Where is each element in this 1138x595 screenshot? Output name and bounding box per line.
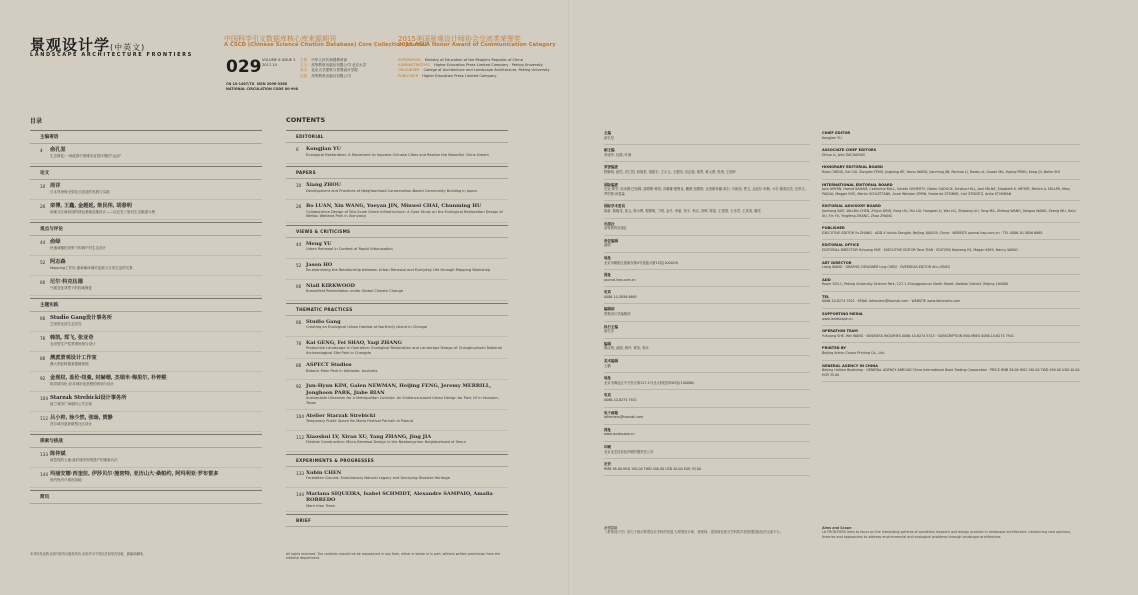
- page-number: 60: [40, 280, 46, 285]
- staff-block: [604, 339, 810, 356]
- page-number: 144: [40, 472, 48, 477]
- article-author: 韩凯, 郑飞, 张亚奇: [50, 335, 94, 341]
- staff-heading: EDITORIAL ADVISORY BOARD: [822, 204, 881, 209]
- toc-entry: [30, 468, 262, 488]
- staff-block: [604, 442, 810, 459]
- admin-role: SUPERVISOR: [398, 58, 421, 62]
- staff-names: Beijing Haitian Bookshop · GENERAL AGENCY ABROAD China International Book Trading Corporation · PRICE RMB 58.00 HKD 190.00 TWD 490.00 USD 40.00 EUR 35.00: [822, 368, 1080, 377]
- toc-entry: [286, 380, 508, 409]
- page-number: 6: [296, 147, 299, 152]
- toc-entry: [286, 259, 508, 280]
- toc-entry: [286, 280, 508, 301]
- admin-role: 承办: [300, 68, 308, 73]
- staff-names: 高等教育出版社: [604, 226, 628, 231]
- toc-entry: [30, 332, 262, 352]
- staff-block: [604, 253, 810, 270]
- article-title: Creating an Ecological Urban Habitat at Northerly Island in Chicago: [306, 325, 428, 330]
- article-title: Collaborative Design of Site-Scale Green Infrastructure: A Case Study on the Ecological Restoration Design of Weitou Wetland Park in Xianyang: [306, 209, 503, 219]
- aims-en-text: LA FRONTIERS aims to focus on the interesting spheres of academic research and design practice in landscape architecture, introducing new opinions, theories and approaches to address environmental and ecological problems through landscape architecture.: [822, 530, 1072, 539]
- toc-section-title: THEMATIC PRACTICES: [286, 303, 508, 316]
- toc-section-title: 观点与评论: [30, 222, 262, 236]
- article-title: Mapping工作坊:重新解读城市更新与日常生活的关系: [50, 265, 133, 270]
- toc-entry: [286, 359, 508, 380]
- article-author: Meng YU: [306, 240, 332, 247]
- article-title: 防洪城市化:应对城市化进程的规划与设计: [50, 381, 115, 386]
- staff-heading: CHIEF EDITOR: [822, 131, 851, 135]
- aims-en: [822, 526, 1080, 539]
- article-author: Bo LUAN, Xin WANG, Yueyan JIN, Minwei CHAI, Chunming HU: [306, 203, 482, 209]
- article-author: Starzak Strebicki设计事务所: [50, 395, 127, 401]
- article-author: Atelier Starzak Strebicki: [306, 412, 376, 419]
- volume-info: [262, 58, 296, 68]
- staff-names: Rubo CHENG, Kai CUI, Zongren FENG, Jingtang HE, Yousu WANG, Jianming JIN, Renhua LI, Dadou LI, Guoan MA, Yuping PENG, Kang QI, Naihe SHI: [822, 169, 1060, 174]
- article-author: 周详: [50, 183, 61, 189]
- admin-row: [398, 74, 558, 79]
- staff-block: [604, 180, 810, 202]
- aims-cn-text: 《景观设计学》致力于推动景观设计学科的发展,为景观设计师、规划师、建筑师及相关学科的学者搭建国际化的交流平台。: [604, 530, 784, 535]
- article-title: Urban Renewal in Context of Rapid Urbanization: [306, 247, 393, 252]
- national-code: NATIONAL CIRCULATION CODE 80-998: [226, 87, 298, 91]
- toc-entry: [286, 200, 508, 223]
- admin-role: 主管: [300, 58, 308, 62]
- staff-names: 景观设计学编辑部: [604, 312, 631, 317]
- toc-entry: [286, 337, 508, 360]
- article-author: Niall KIRKWOOD: [306, 282, 355, 289]
- admin-role: ADMINISTRATORS: [398, 63, 430, 68]
- page-number: 144: [296, 491, 304, 497]
- article-title: Productive Landscape in Operation: Ecological Restoration and Landscape Design of Changbuzhuan National Archaeological Site Park in Changde: [306, 346, 502, 355]
- article-title: 生态修复:一场改善中国城市宜居环境的“运动”: [50, 153, 122, 158]
- page-number: 44: [40, 240, 46, 245]
- staff-block: [822, 292, 1080, 309]
- admin-value: Higher Education Press Limited Company: [422, 73, 497, 78]
- toc-entry: [30, 144, 262, 164]
- staff-heading: ASSOCIATE CHIEF EDITORS: [822, 148, 877, 153]
- staff-heading: 地址: [604, 376, 611, 381]
- toc-entry: [30, 392, 262, 412]
- staff-heading: ADD: [822, 277, 831, 282]
- toc-entry: [30, 372, 262, 392]
- staff-heading: 执行主编: [604, 324, 618, 329]
- article-author: Mariana SIQUEIRA, Isabel SCHMIDT, Alexandre SAMPAIO, Amalia ROBREDO: [306, 490, 493, 504]
- article-title: Ecological Restoration: A Movement to Improve Chinese Cities and Realize the Beautiful China Dream: [306, 152, 489, 157]
- staff-heading: PRINTED BY: [822, 346, 847, 351]
- staff-names: 俞孔坚: [604, 329, 614, 334]
- staff-block: [822, 326, 1080, 343]
- article-author: 尼尔·科克伍德: [50, 279, 83, 285]
- admin-value: Higher Education Press Limited Company · Peking University: [433, 63, 543, 68]
- staff-block: [604, 373, 810, 390]
- article-title: 场地与区域协同的绿色基础设施设计——以迁安三里河生态廊道为例: [50, 209, 155, 214]
- toc-section-title: EXPERIMENTS & PROGRESSES: [286, 454, 508, 467]
- article-title: Brownfield Remediation under Global Climate Change: [306, 289, 403, 294]
- staff-heading: SUPPORTING MEDIA: [822, 312, 863, 317]
- page-number: 26: [296, 204, 302, 209]
- article-author: 金现权, 盖伦·纽曼, 封赫珊, 杰瑞米·梅里尔, 朴钟熙: [50, 375, 167, 381]
- admin-value: 高等教育出版社有限公司: [311, 73, 351, 78]
- page-number: 133: [296, 470, 304, 476]
- page-number: 112: [40, 416, 48, 421]
- staff-names: 北京市朝阳区惠新东街4号富盛大厦15层(100029): [604, 260, 679, 265]
- admin-role: 主办: [300, 63, 308, 68]
- staff-heading: 编辑部: [604, 307, 615, 312]
- logo-cn-subtitle: (中英文): [110, 43, 146, 52]
- logo-cn-text: 景观设计学: [30, 36, 111, 54]
- staff-heading: 电话: [604, 290, 611, 295]
- page-fold: [568, 0, 570, 595]
- staff-block: [604, 270, 810, 287]
- article-author: 玛丽安娜·西奎拉, 伊莎贝尔·施密特, 亚历山大·桑帕约, 阿玛利亚·罗布雷多: [50, 471, 219, 477]
- staff-heading: HONORARY EDITORIAL BOARD: [822, 165, 884, 170]
- toc-cn: [30, 128, 262, 504]
- article-author: Jason HO: [306, 261, 333, 268]
- toc-section-title: VIEWS & CRITICISMS: [286, 225, 508, 238]
- page-number: 66: [40, 316, 46, 321]
- staff-names: Beijing Artron Colour Printing Co., Ltd.: [822, 351, 885, 356]
- staff-block: [604, 236, 810, 253]
- staff-names: lafronters@foxmail.com: [604, 415, 644, 420]
- staff-heading: 责任编辑: [604, 238, 618, 243]
- staff-block: [822, 145, 1080, 162]
- aims-cn: [604, 526, 810, 535]
- staff-heading: INTERNATIONAL EDITORIAL BOARD: [822, 182, 893, 187]
- staff-block: [822, 180, 1080, 202]
- staff-heading: PUBLISHER: [822, 226, 845, 231]
- staff-heading: 电话: [604, 393, 611, 398]
- toc-section-title: 论文: [30, 166, 262, 180]
- staff-heading: ART DIRECTOR: [822, 260, 852, 265]
- staff-heading: 网址: [604, 273, 611, 278]
- page-number: 60: [296, 283, 302, 289]
- staff-names: 陈新, 陈晓龙, 高云, 陈小辉, 程辑明, 丁明, 金冬, 李丽, 李宇, 李洁, 刘晖, 陈星, 王建国, 王彦君, 王其成, 谢虎: [604, 208, 761, 213]
- admin-value: 北京大学建筑与景观设计学院: [311, 68, 358, 73]
- staff-names: Jianhong BAO, Wei-Bin CHEN, Zhijun DING, Fang LIU, Hui LIU, Hongwei LI, Wei LIU, Zhiqiang LIU, Tong MA, Zhifang WANG, Jianguo WANG, Zheng WU, Kaiyi XU, Yin YU, Yingfeng ZHANG, Zhao ZHANG: [822, 208, 1076, 218]
- toc-entry: [286, 143, 508, 164]
- toc-entry: [286, 238, 508, 259]
- staff-names: 北京圣艺佳彩色印刷有限责任公司: [604, 449, 654, 454]
- staff-block: [822, 361, 1080, 383]
- toc-entry: [286, 316, 508, 337]
- staff-names: 0086-10-5856 6665: [604, 294, 637, 299]
- page-number: 92: [40, 376, 46, 381]
- toc-entry: [30, 312, 262, 332]
- page-number: 10: [296, 183, 302, 188]
- admin-value: Ministry of Education of the People's Republic of China: [424, 58, 523, 62]
- article-title: Forbidden Ground: Evolutionary Natural Legacy and Decaying Disaster Heritage: [306, 476, 450, 481]
- issn-code: ISSN 2096-336X: [256, 82, 288, 86]
- staff-names: EXECUTIVE EDITOR Yu ZHANG · ADD 4 Huixin Dongjie, Beijing 100029, China · WEBSITE journal.hep.com.cn · TEL 0086-10-5856 6665: [822, 230, 1043, 235]
- admin-en-list: [398, 58, 558, 79]
- page-number: 52: [296, 262, 302, 268]
- staff-block: [604, 459, 810, 476]
- toc-entry: [286, 467, 508, 488]
- toc-entry: [286, 410, 508, 431]
- article-author: ASPECT Studios: [306, 362, 352, 369]
- staff-heading: OPERATION TEAM: [822, 329, 858, 334]
- article-author: 吕小帅, 徐少然, 张旸, 贾静: [50, 415, 113, 421]
- staff-block: [604, 408, 810, 425]
- staff-names: EDITORIAL DIRECTOR Yuhuang SHE · EXECUTIVE EDITOR Tana TIAN · EDITORS Kaiwang YU, Megan KAYS, Nancy WANG: [822, 247, 1018, 252]
- staff-names: 北京市海淀区中关村大街127-1号北大科技园303室(100080): [604, 380, 695, 385]
- toc-entry: [30, 352, 262, 372]
- aims-cn-heading: 办刊宗旨: [604, 526, 618, 530]
- logo-en-text: LANDSCAPE ARCHITECTURE FRONTIERS: [30, 52, 193, 58]
- page-number: 104: [296, 413, 304, 419]
- article-title: 首尔城市更新微型社区设计: [50, 421, 92, 426]
- article-title: Development and Practices of Neighborhood Conservation-Based Community Building in Japan: [306, 188, 477, 193]
- toc-section-title: 主题实践: [30, 298, 262, 312]
- staff-block: [822, 128, 1080, 145]
- page-number: 104: [40, 396, 48, 401]
- staff-block: [604, 322, 810, 339]
- toc-entry: [30, 448, 262, 468]
- volume: VOLUME 6 ISSUE 5: [262, 58, 296, 62]
- staff-block: [604, 162, 810, 179]
- article-title: Flexible Construction: Micro-Renewal Design in the Naebangchon Neighborhood of Seoul: [306, 440, 466, 445]
- article-title: 澳大利亚阿德莱德植物园: [50, 361, 89, 366]
- staff-names: Kongjian YU: [822, 135, 842, 140]
- toc-entry: [286, 488, 508, 513]
- copyright-note-en: All rights reserved. The contents should not be reproduced in any form, either in whole or in part, without written permission from the editorial department.: [286, 552, 501, 561]
- staff-names: 陈诗苑, 俞德, 黄玲, 黄英, 李庆: [604, 346, 649, 351]
- page-number: 76: [296, 340, 302, 346]
- staff-names: RMB 58.00 HKD 190.00 TWD 490.00 USD 40.00 EUR 35.00: [604, 466, 702, 471]
- staff-heading: 国际学术委员: [604, 204, 625, 209]
- publication-codes: [226, 82, 298, 92]
- staff-heading: 编辑: [604, 341, 611, 346]
- staff-heading: 出版社: [604, 221, 615, 226]
- toc-entry: [286, 431, 508, 452]
- staff-names: Yuhuang SHE, Wei WANG · BUSINESS INQUIRIES 0086-10-6274 5315 · SUBSCRIPTION INQUIRIES 0086-10-6274 7941: [822, 333, 1014, 338]
- toc-section-title: 探索与挑战: [30, 434, 262, 448]
- asla-award-en: 2015 ASLA Honor Award of Communication Category: [398, 42, 556, 48]
- article-author: 澳派景观设计工作室: [50, 355, 97, 361]
- article-author: 俞孔坚: [50, 147, 66, 153]
- toc-section-title: 简讯: [30, 490, 262, 504]
- toc-entry: [30, 200, 262, 220]
- article-title: 芝加哥北部生态浮岛: [50, 321, 82, 326]
- toc-section-title: 主编寄语: [30, 130, 262, 144]
- contents-heading-cn: 目录: [30, 118, 43, 125]
- staff-block: [822, 343, 1080, 360]
- article-author: 栾博, 王鑫, 金越延, 柴民伟, 胡春明: [50, 203, 132, 209]
- staff-names: Room 303-1, Peking University Science Park, 127-1 Zhongguancun North Street, Haidian District, Beijing 100080: [822, 282, 1009, 287]
- staff-names: Dihua LI, John ZACHARIAS: [822, 152, 865, 157]
- admin-row: [300, 74, 386, 79]
- admin-role: PUBLISHER: [398, 73, 419, 78]
- staff-heading: 副主编: [604, 148, 615, 153]
- staff-heading: GENERAL AGENCY IN CHINA: [822, 363, 879, 368]
- staff-block: [822, 275, 1080, 292]
- admin-value: College of Architecture and Landscape Architecture, Peking University: [423, 68, 550, 73]
- article-title: Botanic Main Park in Adelaide, Australia: [306, 368, 378, 373]
- staff-block: [822, 201, 1080, 223]
- toc-entry: [30, 180, 262, 200]
- toc-section-title: PAPERS: [286, 166, 508, 179]
- article-title: More than Trees: [306, 503, 335, 508]
- page-number: 86: [296, 363, 302, 369]
- cscd-title-en: A CSCD (Chinese Science Citation Database) Core Collection Journal: [224, 42, 427, 48]
- staff-names: 0086-10-8274 7921 · EMAIL lafronters@foxmail.com · WEBSITE www.lafronters.com: [822, 299, 961, 304]
- page-number: 52: [40, 260, 46, 265]
- admin-value: 中华人民共和国教育部: [311, 58, 348, 62]
- staff-names: www.landscape.cn: [604, 432, 635, 437]
- page-number: 76: [40, 336, 46, 341]
- staff-names: Jack AHERN, Hamid BAHAM, Catherine BULL, Gareth DOHERTY, Dieter GADOCK, Kristina HILL, Jack MILNE, Elizabeth K. MEYER, Patrick A. MILLER, Mary PADUA, Maggie ROE, Martin SCHLETTANK, Anne Whiston SPIRN, Frederick STEINER, Carl STEINITZ, Anita STOKMAN: [822, 187, 1071, 196]
- page-number: 66: [296, 319, 302, 325]
- admin-role: ORGANIZER: [398, 68, 420, 73]
- masthead-staff-en: [822, 128, 1080, 382]
- staff-heading: 地址: [604, 255, 611, 260]
- admin-value: 高等教育出版社有限公司 北京大学: [311, 63, 367, 68]
- cn-code: CN 10-1467/TU: [226, 82, 255, 86]
- cscd-title-cn: 中国科学引文数据库核心库来源期刊: [224, 35, 336, 43]
- masthead-staff-cn: [604, 128, 810, 476]
- page-number: 133: [40, 452, 48, 457]
- staff-heading: 国际编委: [604, 182, 618, 187]
- page-number: 112: [296, 434, 304, 440]
- staff-block: [604, 219, 810, 236]
- page-number: 92: [296, 384, 302, 390]
- staff-names: 王鹏: [604, 363, 611, 368]
- toc-section-title: BRIEF: [286, 514, 508, 527]
- staff-block: [604, 128, 810, 145]
- article-title: 被忽视的土地:战后城市规划遗产的重新认识: [50, 457, 118, 462]
- asla-award-cn: 2015美国景观设计师协会交流类荣誉奖: [398, 35, 521, 43]
- staff-block: [604, 145, 810, 162]
- article-title: 日本邻里保全型社区营造的发展与实践: [50, 189, 110, 194]
- staff-names: Liang WANG · GRAPHIC DESIGNER Ling CHEN · OVERSEAS EDITOR Ann JONES: [822, 265, 950, 270]
- aims-en-heading: Aims and Scope: [822, 526, 852, 530]
- staff-heading: 定价: [604, 462, 611, 467]
- staff-block: [604, 425, 810, 442]
- article-author: 阿志森: [50, 259, 66, 265]
- page-number: 10: [40, 184, 46, 189]
- article-author: Kongjian YU: [306, 146, 341, 152]
- article-author: 陈仲斌: [50, 451, 66, 457]
- staff-block: [822, 309, 1080, 326]
- page-number: 26: [40, 204, 46, 209]
- staff-block: [604, 201, 810, 218]
- staff-names: 李迪华, 杜鹃, 叶静: [604, 152, 632, 157]
- staff-block: [822, 162, 1080, 179]
- staff-names: 杰克·埃亨, 哈米德·巴哈姆, 詹姆斯·科纳, 苏珊娜·德鲁克, 戴维·加德纳, 克里斯蒂娜·希尔, 马凯西, 贾文, 迈克尔·米勒, 卡尔·施泰尼茨, 史蒂文, 罗伯特·汤普森: [604, 187, 806, 196]
- article-title: Temporary Public Space for Moria Festival Parnaih in Poland: [306, 419, 414, 424]
- staff-names: www.landscape.cn: [822, 316, 853, 321]
- article-author: Xiaoshui LV, Xiran XU, Yang ZHANG, Jing JIA: [306, 433, 432, 440]
- issue-date: 2017.10: [262, 63, 277, 68]
- staff-heading: 电子邮箱: [604, 410, 618, 415]
- toc-entry: [30, 412, 262, 432]
- article-title: Re-examining the Relationship between Urban Renewal and Everyday Life through Mapping Workshop: [306, 268, 491, 273]
- contents-heading-en: CONTENTS: [286, 116, 326, 124]
- staff-names: journal.hep.com.cn: [604, 277, 636, 282]
- article-author: 俞绿: [50, 239, 61, 245]
- staff-block: [604, 287, 810, 304]
- article-author: Studio Gang设计事务所: [50, 315, 112, 321]
- article-author: Kai GENG, Fei SHAO, Yaqi ZHANG: [306, 339, 402, 346]
- copyright-note-cn: 本刊所发表的全部内容均为版权所有,未经许可不得以任何形式转载、摘编或翻译。: [30, 552, 146, 556]
- admin-role: 出版: [300, 73, 308, 78]
- admin-cn-list: [300, 58, 386, 79]
- staff-names: 俞德: [604, 243, 611, 248]
- article-author: Xiang ZHOU: [306, 182, 341, 188]
- article-title: Sustainable Urbanism for a Metropolitan Corridor: An Evidence-based Urban Design for Park 10 in Houston, Texas: [306, 396, 499, 405]
- page-number: 86: [40, 356, 46, 361]
- staff-heading: 印刷: [604, 444, 611, 449]
- toc-entry: [286, 179, 508, 200]
- staff-block: [604, 390, 810, 407]
- staff-names: 程辑明, 崔恺, 冯仁国, 何镜堂, 胡振宇, 王元元, 王建国, 吴志强, 邢菁, 黄大勇, 张庚, 王丽玲: [604, 169, 736, 174]
- toc-en: [286, 128, 508, 527]
- article-author: Studio Gang: [306, 318, 341, 325]
- staff-heading: 主编: [604, 131, 611, 135]
- staff-heading: TEL: [822, 294, 830, 299]
- staff-block: [822, 258, 1080, 275]
- staff-heading: EDITORIAL OFFICE: [822, 243, 860, 248]
- staff-heading: 网址: [604, 427, 611, 432]
- article-author: Xubin CHEN: [306, 469, 342, 476]
- staff-block: [822, 223, 1080, 240]
- toc-section-title: EDITORIAL: [286, 130, 508, 143]
- staff-heading: 美术编辑: [604, 359, 618, 364]
- staff-names: 俞孔坚: [604, 135, 614, 140]
- article-author: Jun-Hyun KIM, Galen NEWMAN, Heijing FENG, Jeremy MERRILL, Jonghoon PARK, Jiabe BIAN: [306, 383, 492, 396]
- toc-entry: [30, 276, 262, 296]
- staff-block: [604, 304, 810, 321]
- article-title: 气候变化背景下的棕地修复: [50, 285, 92, 290]
- toc-entry: [30, 236, 262, 256]
- staff-names: 0086-10-8274 7921: [604, 398, 637, 402]
- article-title: 快速城镇化背景下的城中村生态设计: [50, 245, 106, 250]
- issue-number: 029: [226, 57, 262, 77]
- staff-block: [604, 356, 810, 373]
- page-number: 44: [296, 241, 302, 247]
- staff-heading: 荣誉编委: [604, 165, 618, 170]
- page-number: 4: [40, 148, 43, 153]
- article-title: 农田型生产性景观规划与设计: [50, 341, 96, 346]
- article-title: 里约热内卢城市绿地: [50, 477, 82, 482]
- staff-block: [822, 240, 1080, 257]
- article-title: 波兰城市广场临时公共空间: [50, 401, 92, 406]
- toc-entry: [30, 256, 262, 276]
